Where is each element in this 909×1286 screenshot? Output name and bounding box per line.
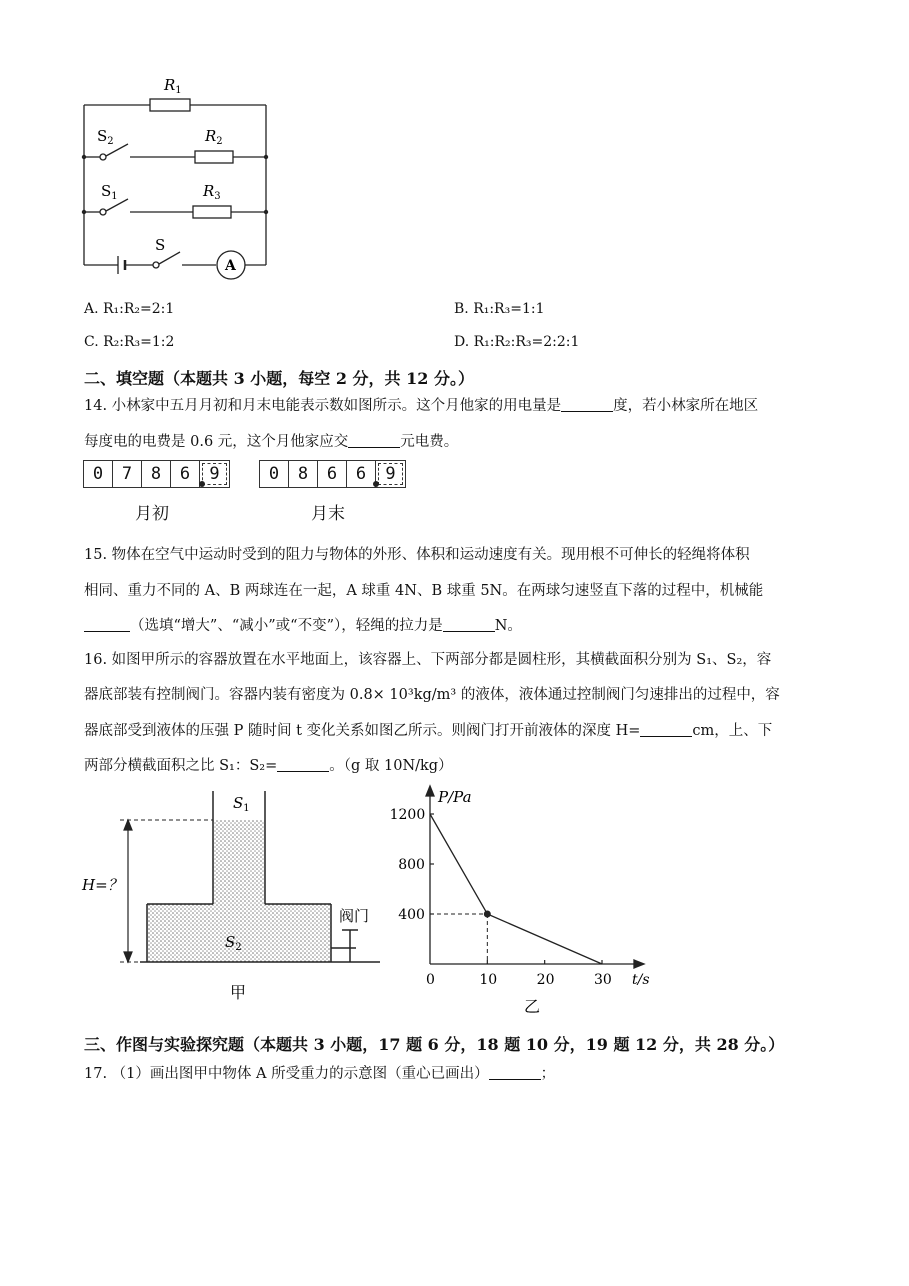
- y-axis-label: P/Pa: [438, 788, 472, 806]
- option-d: D. R₁:R₂:R₃=2:2:1: [454, 334, 580, 350]
- q16-line2: 器底部装有控制阀门。容器内装有密度为 0.8× 10³kg/m³ 的液体，液体通过控制阀门匀速排出的过程中，容: [84, 687, 780, 703]
- meter-start: 0 7 8 6 9: [83, 460, 230, 488]
- pressure-time-chart: [380, 780, 670, 1020]
- q14-line2: 每度电的电费是 0.6 元，这个月他家应交 元电费。: [84, 434, 459, 450]
- fig-jia-caption: 甲: [230, 983, 247, 1002]
- q16-line3: 器底部受到液体的压强 P 随时间 t 变化关系如图乙所示。则阀门打开前液体的深度 H= cm，上、下: [84, 723, 773, 739]
- r2-label: $R_2$: [205, 127, 223, 147]
- r3-label: $R_3$: [203, 182, 221, 202]
- q14-line1: 14. 小林家中五月月初和月末电能表示数如图所示。这个月他家的用电量是 度，若小林家所在地区: [84, 398, 759, 414]
- turning-point: [484, 911, 491, 918]
- x-axis-label: t/s: [632, 972, 650, 988]
- s1-label: $S_1$: [101, 182, 118, 202]
- x-tick-label: 30: [594, 972, 612, 988]
- x-tick-label: 10: [479, 972, 498, 988]
- s1-area-label: $S_1$: [233, 794, 250, 814]
- meter-start-label: 月初: [135, 504, 169, 524]
- q16-line4: 两部分横截面积之比 S₁：S₂= 。（g 取 10N/kg）: [84, 758, 453, 774]
- ammeter-label: A: [225, 258, 236, 274]
- section3-title: 三、作图与实验探究题（本题共 3 小题，17 题 6 分，18 题 10 分，19 题 12 分，共 28 分。）: [84, 1035, 785, 1054]
- r1-label: $R_1$: [164, 76, 182, 96]
- x-tick-label: 0: [426, 972, 435, 988]
- s-label: S: [155, 236, 166, 254]
- q14-blank2: [348, 433, 400, 448]
- x-tick-label: 20: [536, 972, 555, 988]
- option-a: A. R₁:R₂=2:1: [84, 301, 175, 317]
- container-diagram: [80, 788, 390, 1008]
- section2-title: 二、填空题（本题共 3 小题，每空 2 分，共 12 分。）: [84, 369, 474, 388]
- q16-blank1: [640, 722, 692, 737]
- s2-area-label: $S_2$: [225, 933, 242, 953]
- q15-line3: （选填“增大”、“减小”或“不变”），轻绳的拉力是 N。: [84, 614, 522, 635]
- option-b: B. R₁:R₃=1:1: [454, 301, 545, 317]
- meter-end: 0 8 6 6 9: [259, 460, 406, 488]
- fig-yi-caption: 乙: [524, 997, 541, 1016]
- s2-label: $S_2$: [97, 127, 114, 147]
- q17-blank: [489, 1065, 541, 1080]
- q16-line1: 16. 如图甲所示的容器放置在水平地面上，该容器上、下两部分都是圆柱形，其横截面积分别为 S₁、S₂，容: [84, 652, 772, 668]
- q14-blank1: [561, 397, 613, 412]
- valve-label: 阀门: [339, 907, 370, 925]
- meter-end-dot: [373, 481, 379, 487]
- pressure-line: [430, 814, 602, 964]
- meter-start-dot: [199, 481, 205, 487]
- circuit-diagram: [70, 70, 290, 280]
- y-tick-label: 800: [398, 857, 425, 873]
- q16-blank2: [277, 757, 329, 772]
- q15-line1: 15. 物体在空气中运动时受到的阻力与物体的外形、体积和运动速度有关。现用根不可伸长的轻绳将体积: [84, 547, 750, 563]
- q15-line2: 相同、重力不同的 A、B 两球连在一起，A 球重 4N、B 球重 5N。在两球匀速竖直下落的过程中，机械能: [84, 583, 764, 599]
- y-tick-label: 1200: [389, 807, 426, 823]
- q15-blank1: [84, 617, 130, 632]
- y-tick-label: 400: [398, 907, 425, 923]
- q17-line: 17. （1）画出图甲中物体 A 所受重力的示意图（重心已画出） ；: [84, 1066, 556, 1082]
- option-c: C. R₂:R₃=1:2: [84, 334, 175, 350]
- q15-blank2: [443, 617, 495, 632]
- h-label: H=？: [82, 876, 123, 894]
- meter-end-label: 月末: [311, 504, 345, 524]
